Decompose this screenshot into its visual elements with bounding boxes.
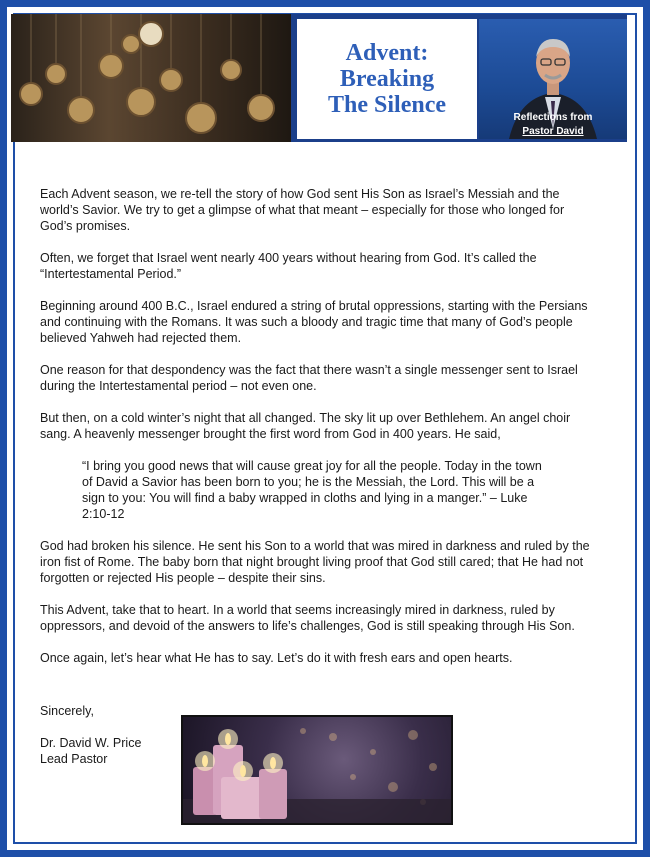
paragraph: Often, we forget that Israel went nearly 400 years without hearing from God. It’s called the “Intertestamental Period.” (40, 251, 537, 281)
pocket-watches-image (11, 14, 291, 142)
paragraph: This Advent, take that to heart. In a world that seems increasingly mired in darkness, ruled by oppressors, and devoid of the answers to life’s challenges, God is still speaking through His Son. (40, 603, 575, 633)
banner-title-line-1: Advent: (345, 40, 429, 66)
pastor-caption (479, 111, 627, 139)
banner-title-line-2: Breaking (339, 66, 435, 92)
header-banner (11, 14, 627, 142)
banner-title-box (297, 19, 477, 139)
pastor-photo-panel (479, 19, 627, 139)
scripture-quote: “I bring you good news that will cause great joy for all the people. Today in the town of David a Savior has been born to you; he is the Messiah, the Lord. This will be a sign to you: You will find a baby wrapped in cloths and lying in a manger.” – Luke 2:10-12 (82, 459, 542, 521)
paragraph: But then, on a cold winter’s night that all changed. The sky lit up over Bethlehem. An angel choir sang. A heavenly messenger brought the first word from God in 400 years. He said, (40, 411, 571, 441)
closing-salutation: Sincerely, (40, 704, 94, 718)
paragraph: One reason for that despondency was the fact that there wasn’t a single messenger sent to Israel during the Intertestamental period – not even one. (40, 363, 578, 393)
signature-name: Dr. David W. Price (40, 736, 142, 750)
article-body (40, 186, 600, 682)
paragraph: Each Advent season, we re-tell the story of how God sent His Son as Israel’s Messiah and the world’s Savior. We try to get a glimpse of what that meant – especially for those who longed for God’s promises. (40, 187, 565, 233)
advent-candles-image (181, 715, 453, 825)
banner-title-line-3: The Silence (328, 92, 446, 118)
caption-line-2: Pastor David (522, 126, 584, 137)
caption-line-1: Reflections from (513, 112, 593, 123)
signature-block (40, 735, 141, 767)
signature-title: Lead Pastor (40, 752, 108, 766)
paragraph: Beginning around 400 B.C., Israel endured a string of brutal oppressions, starting with the Persians and continuing with the Romans. It was such a bloody and tragic time that many of God’s people believed Yahweh had rejected them. (40, 299, 588, 345)
paragraph: God had broken his silence. He sent his Son to a world that was mired in darkness and ruled by the iron fist of Rome. The baby born that night brought living proof that God still cared; that He had not forgotten or rejected His people – despite their sins. (40, 539, 590, 585)
paragraph: Once again, let’s hear what He has to say. Let’s do it with fresh ears and open hearts. (40, 651, 513, 665)
